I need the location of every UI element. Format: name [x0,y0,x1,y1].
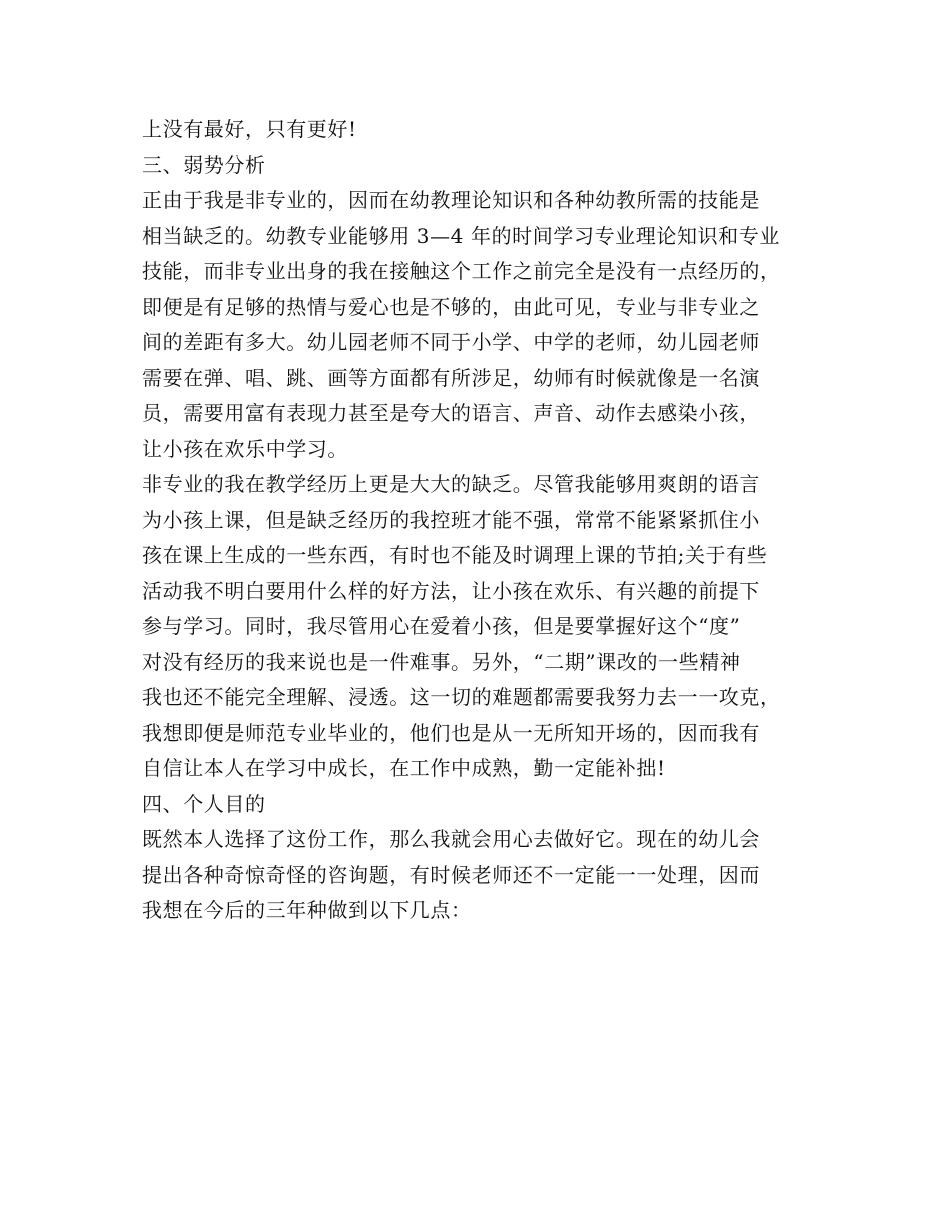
text-line: 我想在今后的三年种做到以下几点： [142,898,472,922]
text-line: 既然本人选择了这份工作，那么我就会用心去做好它。现在的幼儿会 [142,827,760,851]
text-line: 活动我不明白要用什么样的好方法，让小孩在欢乐、有兴趣的前提下 [142,578,760,603]
text-line: 自信让本人在学习中成长，在工作中成熟，勤一定能补拙! [142,756,666,780]
text-line: 对没有经历的我来说也是一件难事。另外，“二期”课改的一些精神 [142,649,741,674]
text-line: 相当缺乏的。幼教专业能够用 3—4 年的时间学习专业理论知识和专业 [142,223,780,248]
text-line: 需要在弹、唱、跳、画等方面都有所涉足，幼师有时候就像是一名演 [142,365,760,390]
text-line: 上没有最好，只有更好! [142,117,357,141]
text-line: 技能，而非专业出身的我在接触这个工作之前完全是没有一点经历的， [142,259,781,283]
text-line: 让小孩在欢乐中学习。 [142,436,348,461]
section-heading: 四、个人目的 [142,791,266,816]
text-line: 间的差距有多大。幼儿园老师不同于小学、中学的老师，幼儿园老师 [142,330,760,354]
text-line: 提出各种奇惊奇怪的咨询题，有时候老师还不一定能一一处理，因而 [142,862,760,887]
text-line: 正由于我是非专业的，因而在幼教理论知识和各种幼教所需的技能是 [142,188,760,212]
text-line: 孩在课上生成的一些东西，有时也不能及时调理上课的节拍;关于有些 [142,543,768,567]
text-line: 我也还不能完全理解、浸透。这一切的难题都需要我努力去一一攻克， [142,685,781,709]
text-line: 即便是有足够的热情与爱心也是不够的，由此可见，专业与非专业之 [142,294,760,319]
text-line: 非专业的我在教学经历上更是大大的缺乏。尽管我能够用爽朗的语言 [142,472,760,496]
text-line: 为小孩上课，但是缺乏经历的我控班才能不强，常常不能紧紧抓住小 [142,507,760,532]
document-body [142,112,842,929]
text-line: 我想即便是师范专业毕业的，他们也是从一无所知开场的，因而我有 [142,720,760,745]
text-line: 参与学习。同时，我尽管用心在爱着小孩，但是要掌握好这个“度” [142,614,741,638]
section-heading: 三、弱势分析 [142,152,266,177]
text-line: 员，需要用富有表现力甚至是夸大的语言、声音、动作去感染小孩， [142,401,760,425]
